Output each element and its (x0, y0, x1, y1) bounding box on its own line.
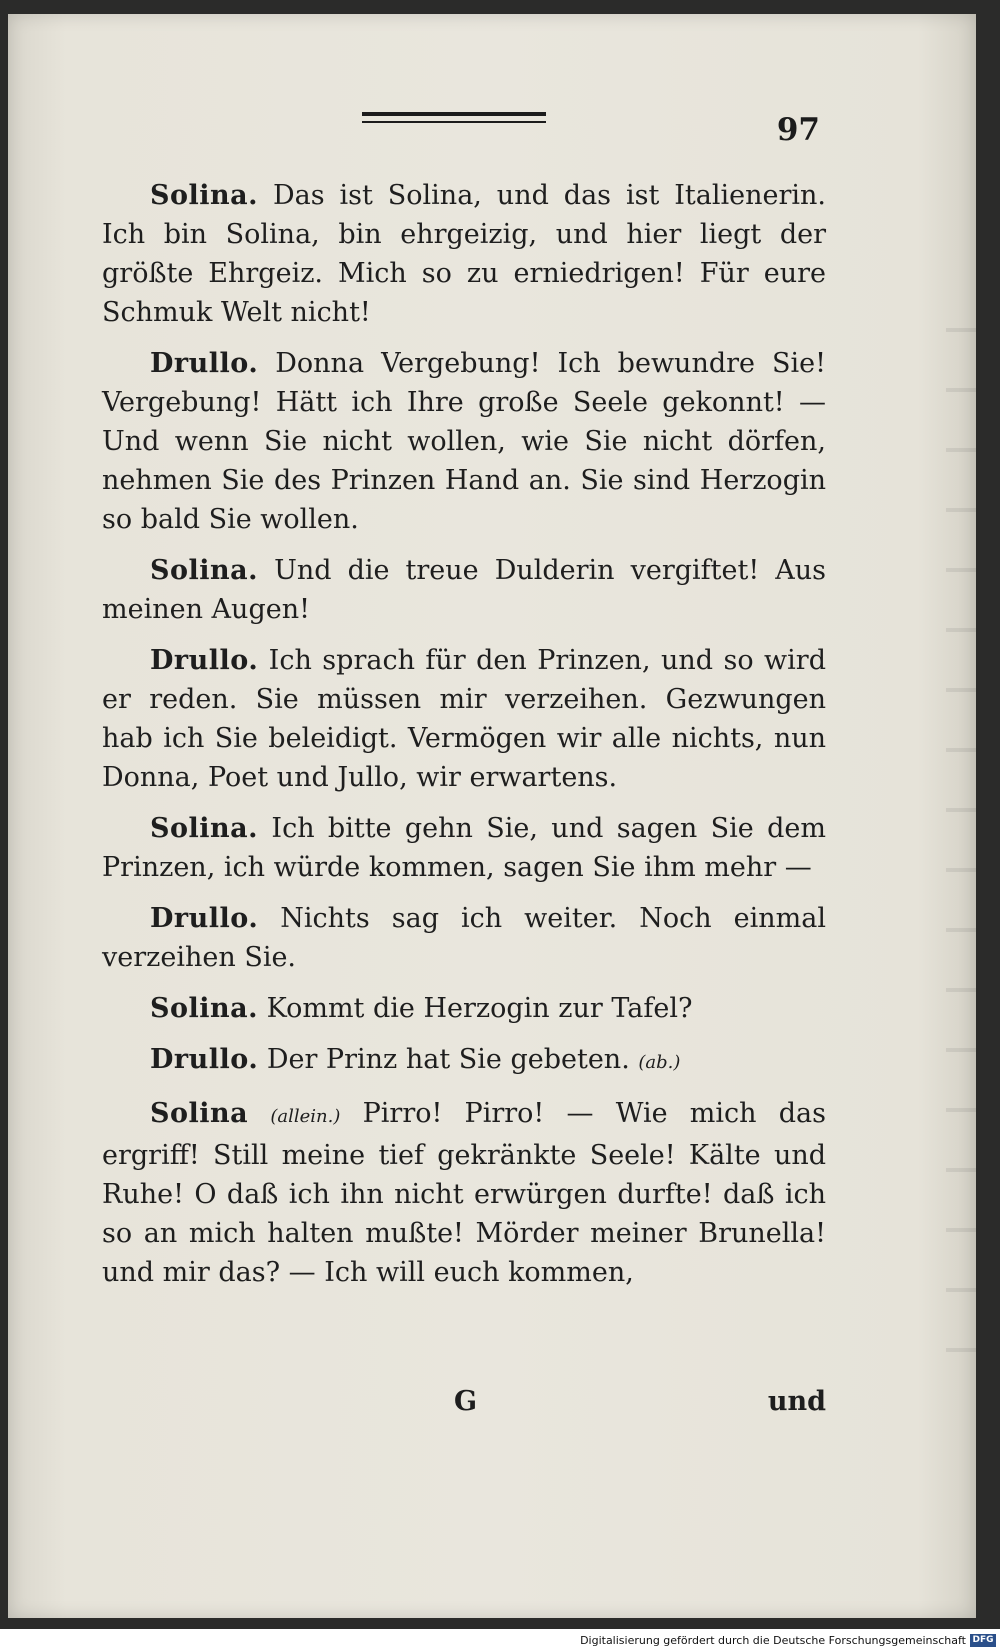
speech-text: Das ist Solina, und das ist Italienerin. Ich bin Solina, bin ehrgeizig, und hier liegt der größte Ehrgeiz. Mich so zu erniedrigen! Für eure Schmuk Welt nicht! (102, 180, 826, 328)
funding-credit: Digitalisierung gefördert durch die Deutsche Forschungsgemeinschaft (580, 1634, 966, 1647)
speaker-name: Drullo. (150, 903, 259, 934)
header-rule-thin (362, 121, 546, 123)
dialogue-paragraph (102, 344, 826, 539)
stage-direction: (allein.) (270, 1106, 341, 1127)
speaker-name: Solina. (150, 813, 259, 844)
speaker-name: Drullo. (150, 348, 259, 379)
dialogue-paragraph (102, 641, 826, 797)
speech-text: Der Prinz hat Sie gebeten. (266, 1044, 630, 1075)
speaker-name: Solina. (150, 993, 259, 1024)
speaker-name: Drullo. (150, 645, 259, 676)
dialogue-text (102, 176, 826, 1304)
speech-text: Pirro! Pirro! — Wie mich das ergriff! Still meine tief gekränkte Seele! Kälte und Ruhe! O daß ich ihn nicht erwürgen durfte! daß ich so an mich halten mußte! Mörder meiner Brunella! und mir das? — Ich will euch kommen, (102, 1098, 826, 1288)
page-foot (102, 1386, 826, 1426)
speaker-name: Solina (150, 1098, 249, 1129)
speech-text: Kommt die Herzogin zur Tafel? (266, 993, 693, 1024)
dialogue-paragraph (102, 809, 826, 887)
speech-text: Und die treue Dulderin vergiftet! Aus meinen Augen! (102, 555, 826, 625)
speaker-name: Drullo. (150, 1044, 259, 1075)
dialogue-paragraph (102, 989, 826, 1028)
digitization-footer (0, 1629, 1000, 1651)
speech-text: Nichts sag ich weiter. Noch einmal verzeihen Sie. (102, 903, 827, 973)
dialogue-paragraph (102, 899, 826, 977)
header-rule-thick (362, 112, 546, 116)
show-through-text (946, 294, 976, 1394)
stage-direction: (ab.) (638, 1052, 681, 1073)
dfg-logo: DFG (970, 1634, 996, 1647)
speech-text: Donna Vergebung! Ich bewundre Sie! Vergebung! Hätt ich Ihre große Seele gekonnt! — Und wenn Sie nicht wollen, wie Sie nicht dörfen, nehmen Sie des Prinzen Hand an. Sie sind Herzogin so bald Sie wollen. (102, 348, 826, 535)
catchword: und (767, 1386, 826, 1417)
dialogue-paragraph (102, 176, 826, 332)
dialogue-paragraph (102, 551, 826, 629)
page-number: 97 (776, 112, 820, 148)
speech-text: Ich bitte gehn Sie, und sagen Sie dem Prinzen, ich würde kommen, sagen Sie ihm mehr — (102, 813, 826, 883)
speaker-name: Solina. (150, 180, 259, 211)
dialogue-paragraph (102, 1040, 826, 1082)
speaker-name: Solina. (150, 555, 259, 586)
signature-mark: G (454, 1386, 478, 1417)
dialogue-paragraph (102, 1094, 826, 1292)
speech-text: Ich sprach für den Prinzen, und so wird er reden. Sie müssen mir verzeihen. Gezwungen hab ich Sie beleidigt. Vermögen wir alle nichts, nun Donna, Poet und Jullo, wir erwartens. (102, 645, 826, 793)
